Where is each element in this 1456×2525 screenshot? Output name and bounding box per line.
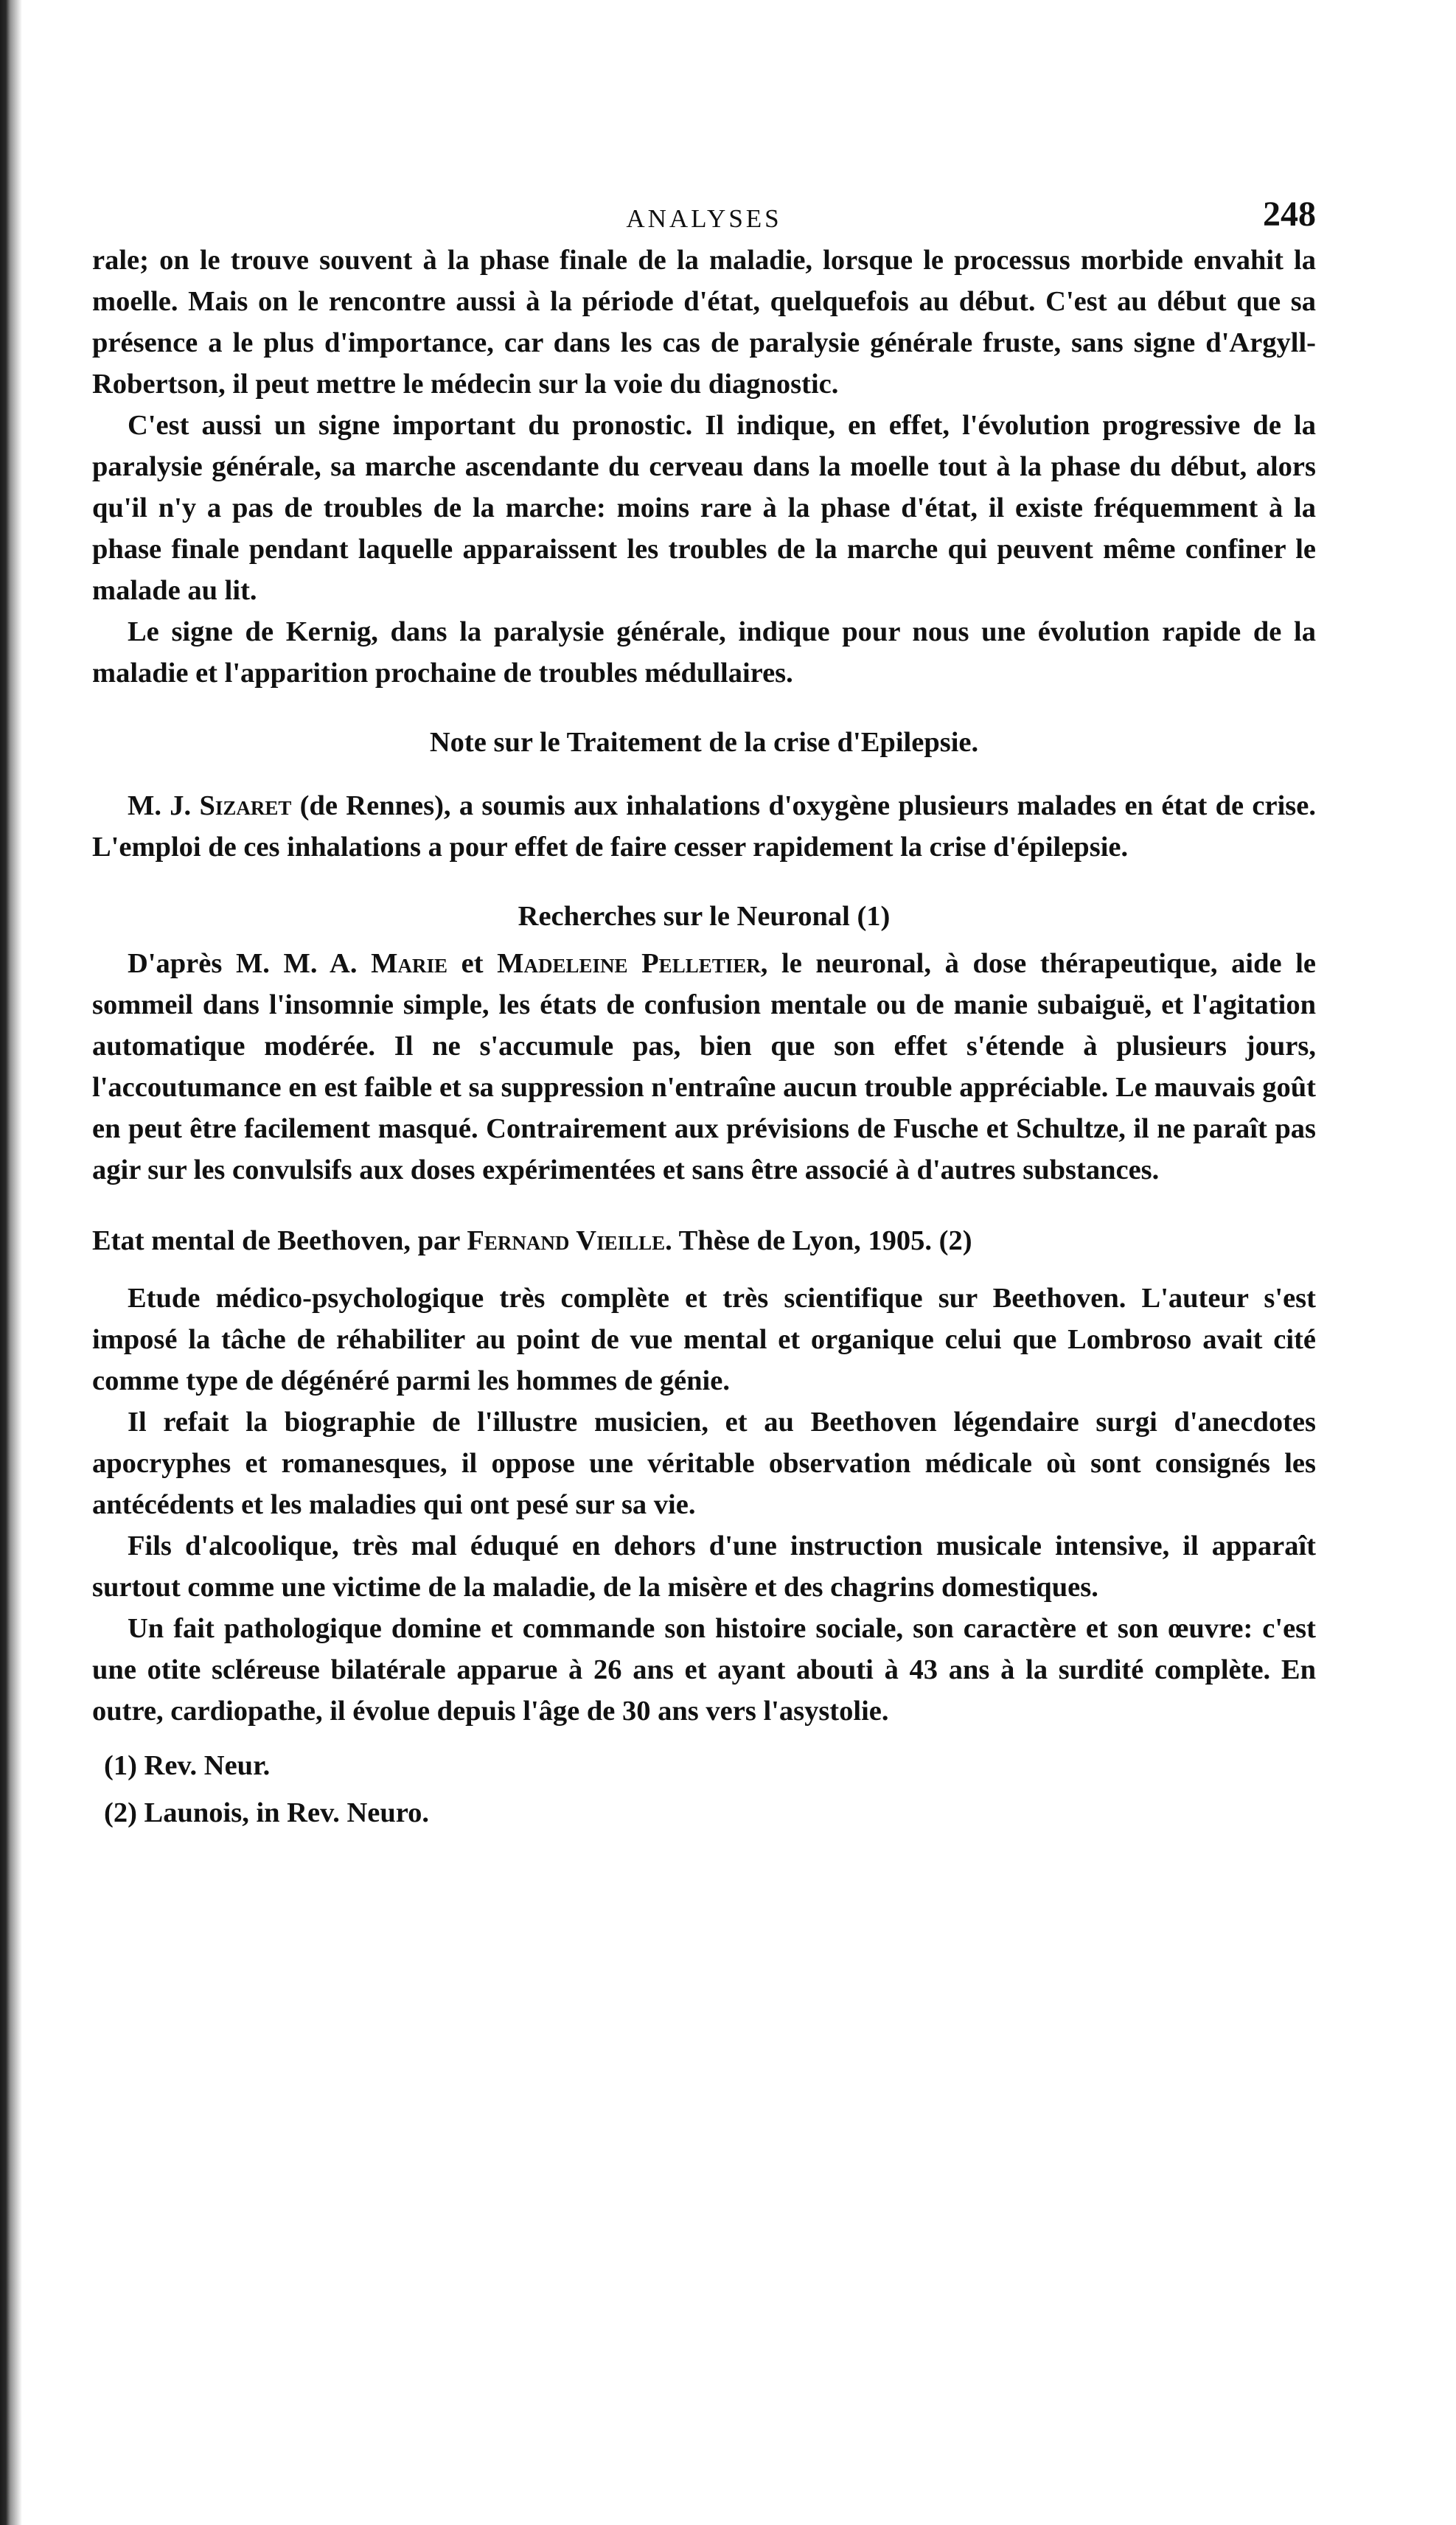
beethoven-paragraph-4: Un fait pathologique domine et commande son histoire sociale, son caractère et son œuvre: c'est une otite scléreuse bilatérale apparue à 26 ans et ayant abouti à 43 ans à la surdité complète. En outre, cardiopathe, il évolue depuis l'âge de 30 ans vers l'asystolie. xyxy=(92,1613,1316,1727)
neuronal-author-1: Marie xyxy=(371,948,447,979)
neuronal-connector: et xyxy=(447,948,498,979)
beethoven-title-line xyxy=(92,1220,1316,1261)
epilepsy-author-name: Sizaret xyxy=(199,790,292,821)
footnotes xyxy=(92,1742,1316,1836)
footnote-1: (1) Rev. Neur. xyxy=(104,1750,271,1781)
neuronal-section xyxy=(92,896,1316,1191)
running-head xyxy=(92,188,1316,240)
epilepsy-heading: Note sur le Traitement de la crise d'Epilepsie. xyxy=(429,727,979,758)
beethoven-paragraph-3: Fils d'alcoolique, très mal éduqué en dehors d'une instruction musicale intensive, il apparaît surtout comme une victime de la maladie, de la misère et des chagrins domestiques. xyxy=(92,1530,1316,1603)
epilepsy-section xyxy=(92,722,1316,868)
paragraph-continuation: rale; on le trouve souvent à la phase finale de la maladie, lorsque le processus morbide envahit la moelle. Mais on le rencontre aussi à la période d'état, quelquefois au début. C'est au début que sa présence a le plus d'importance, car dans les cas de paralysie générale fruste, sans signe d'Argyll-Robertson, il peut mettre le médecin sur la voie du diagnostic. xyxy=(92,245,1316,400)
footnote-2: (2) Launois, in Rev. Neuro. xyxy=(104,1797,430,1828)
neuronal-heading: Recherches sur le Neuronal (1) xyxy=(518,901,891,932)
paragraph-kernig: Le signe de Kernig, dans la paralysie générale, indique pour nous une évolution rapide de la maladie et l'apparition prochaine de troubles médullaires. xyxy=(92,616,1316,689)
book-page xyxy=(92,188,1316,1836)
neuronal-author-2: Madeleine Pelletier xyxy=(497,948,761,979)
beethoven-paragraph-2: Il refait la biographie de l'illustre musicien, et au Beethoven légendaire surgi d'anecdotes apocryphes et romanesques, il oppose une véritable observation médicale où sont consignés les antécédents et les maladies qui ont pesé sur sa vie. xyxy=(92,1407,1316,1520)
running-title: ANALYSES xyxy=(626,204,782,233)
beethoven-paragraph-1: Etude médico-psychologique très complète et très scientifique sur Beethoven. L'auteur s'est imposé la tâche de réhabiliter au point de vue mental et organique celui que Lombroso avait cité comme type de dégénéré parmi les hommes de génie. xyxy=(92,1283,1316,1396)
page-binding-edge xyxy=(0,0,22,2525)
neuronal-paragraph xyxy=(92,943,1316,1191)
beethoven-by: par xyxy=(411,1225,467,1256)
beethoven-author: Fernand Vieille xyxy=(467,1225,666,1256)
beethoven-source: . Thèse de Lyon, 1905. (2) xyxy=(665,1225,972,1256)
epilepsy-body: (de Rennes), a soumis aux inhalations d'oxygène plusieurs malades en état de crise. L'emploi de ces inhalations a pour effet de faire cesser rapidement la crise d'épilepsie. xyxy=(92,790,1316,863)
page-number: 248 xyxy=(1263,195,1316,234)
paragraph-prognosis: C'est aussi un signe important du pronostic. Il indique, en effet, l'évolution progressive de la paralysie générale, sa marche ascendante du cerveau dans la moelle tout à la phase du début, alors qu'il n'y a pas de troubles de la marche: moins rare à la phase d'état, il existe fréquemment à la phase finale pendant laquelle apparaissent les troubles de la marche qui peuvent même confiner le malade au lit. xyxy=(92,410,1316,606)
epilepsy-author-prefix: M. J. xyxy=(128,790,200,821)
beethoven-section xyxy=(92,1220,1316,1732)
neuronal-body: , le neuronal, à dose thérapeutique, aide le sommeil dans l'insomnie simple, les états de confusion mentale ou de manie subaiguë, et l'agitation automatique modérée. Il ne s'accumule pas, bien que son effet s'étende à plusieurs jours, l'accoutumance en est faible et sa suppression n'entraîne aucun trouble appréciable. Le mauvais goût en peut être facilement masqué. Contrairement aux prévisions de Fusche et Schultze, il ne paraît pas agir sur les convulsifs aux doses expérimentées et sans être associé à d'autres substances. xyxy=(92,948,1316,1185)
epilepsy-paragraph xyxy=(92,785,1316,868)
intro-section xyxy=(92,240,1316,694)
neuronal-prefix: D'après M. M. A. xyxy=(128,948,372,979)
beethoven-title: Etat mental de Beethoven, xyxy=(92,1225,411,1256)
